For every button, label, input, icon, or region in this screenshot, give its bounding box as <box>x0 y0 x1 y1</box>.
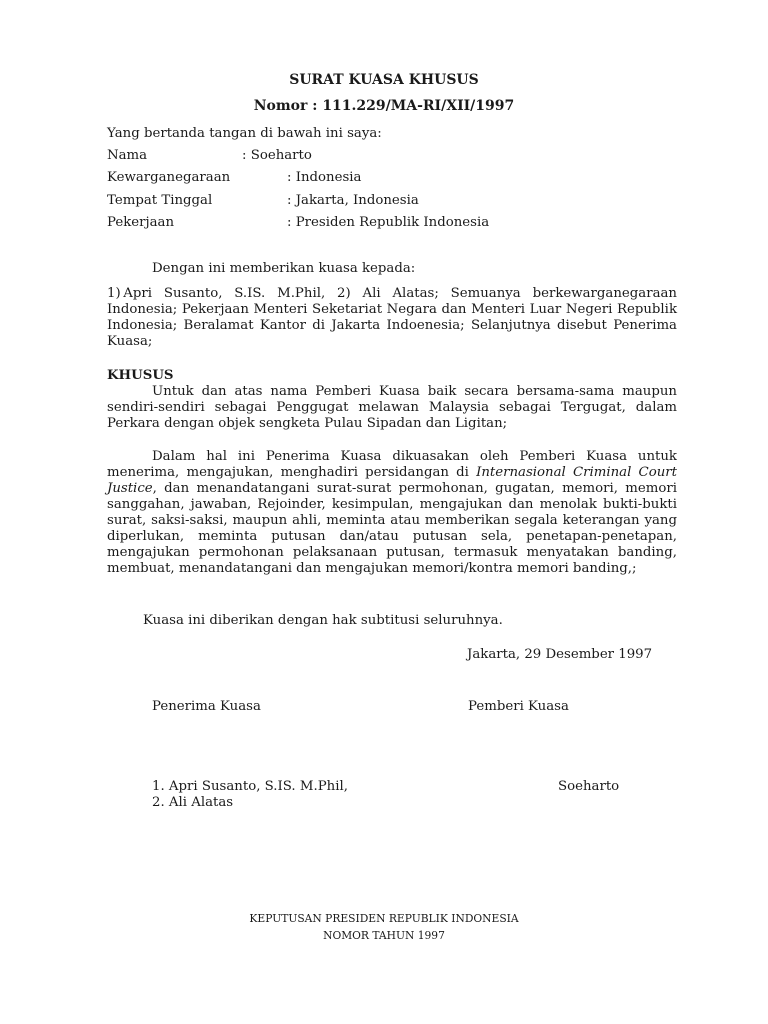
field-label-nama: Nama <box>107 148 148 163</box>
footer-line-1: KEPUTUSAN PRESIDEN REPUBLIK INDONESIA <box>249 912 519 925</box>
khusus-paragraph-2 <box>107 449 677 577</box>
receiver-name-2: 2. Ali Alatas <box>152 795 234 810</box>
khusus-paragraph-1 <box>107 384 677 432</box>
khusus-paragraph-1-text: Untuk dan atas nama Pemberi Kuasa baik secara bersama-sama maupun sendiri-sendiri sebagai Penggugat melawan Malaysia sebagai Tergugat, dalam Perkara dengan objek sengketa Pulau Sipadan dan Ligitan; <box>107 384 677 431</box>
field-value-tempat-tinggal: : Jakarta, Indonesia <box>287 193 419 208</box>
giver-name: Soeharto <box>558 779 620 794</box>
field-value-pekerjaan: : Presiden Republik Indonesia <box>287 215 490 230</box>
court-name: Internasional Criminal Court Justice <box>107 465 677 496</box>
receiver-label: Penerima Kuasa <box>152 699 261 714</box>
khusus-paragraph-2-text-a: Dalam hal ini Penerima Kuasa dikuasakan oleh Pemberi Kuasa untuk menerima, mengajukan, menghadiri persidangan di <box>107 449 677 480</box>
grant-intro: Dengan ini memberikan kuasa kepada: <box>152 261 416 276</box>
footer-line-2: NOMOR TAHUN 1997 <box>323 929 445 942</box>
document-title: SURAT KUASA KHUSUS <box>289 72 479 88</box>
intro-text: Yang bertanda tangan di bawah ini saya: <box>107 126 382 141</box>
field-label-tempat-tinggal: Tempat Tinggal <box>107 193 213 208</box>
field-label-pekerjaan: Pekerjaan <box>107 215 175 230</box>
receiver-name-1: 1. Apri Susanto, S.IS. M.Phil, <box>152 779 348 794</box>
document-number: Nomor : 111.229/MA-RI/XII/1997 <box>253 98 515 114</box>
khusus-heading: KHUSUS <box>107 368 174 383</box>
place-date: Jakarta, 29 Desember 1997 <box>467 647 653 662</box>
giver-label: Pemberi Kuasa <box>468 699 569 714</box>
field-value-kewarganegaraan: : Indonesia <box>287 170 362 185</box>
field-label-kewarganegaraan: Kewarganegaraan <box>107 170 231 185</box>
field-value-nama: : Soeharto <box>242 148 312 163</box>
recipients-paragraph: 1) Apri Susanto, S.IS. M.Phil, 2) Ali Alatas; Semuanya berkewarganegaraan Indonesia; Pekerjaan Menteri Seketariat Negara dan Menteri Luar Negeri Republik Indonesia; Beralamat Kantor di Jakarta Indoenesia; Selanjutnya disebut Penerima Kuasa; <box>107 286 677 349</box>
substitution-clause: Kuasa ini diberikan dengan hak subtitusi seluruhnya. <box>143 613 503 628</box>
khusus-paragraph-2-text-b: , dan menandatangani surat-surat permohonan, gugatan, memori, memori sanggahan, jawaban, Rejoinder, kesimpulan, mengajukan dan menolak bukti-bukti surat, saksi-saksi, maupun ahli, meminta atau memberikan segala keterangan yang diperlukan, meminta putusan dan/atau putusan sela, penetapan-penetapan, mengajukan permohonan pelaksanaan putusan, termasuk menyatakan banding, membuat, menandatangani dan mengajukan memori/kontra memori banding,; <box>107 481 677 576</box>
